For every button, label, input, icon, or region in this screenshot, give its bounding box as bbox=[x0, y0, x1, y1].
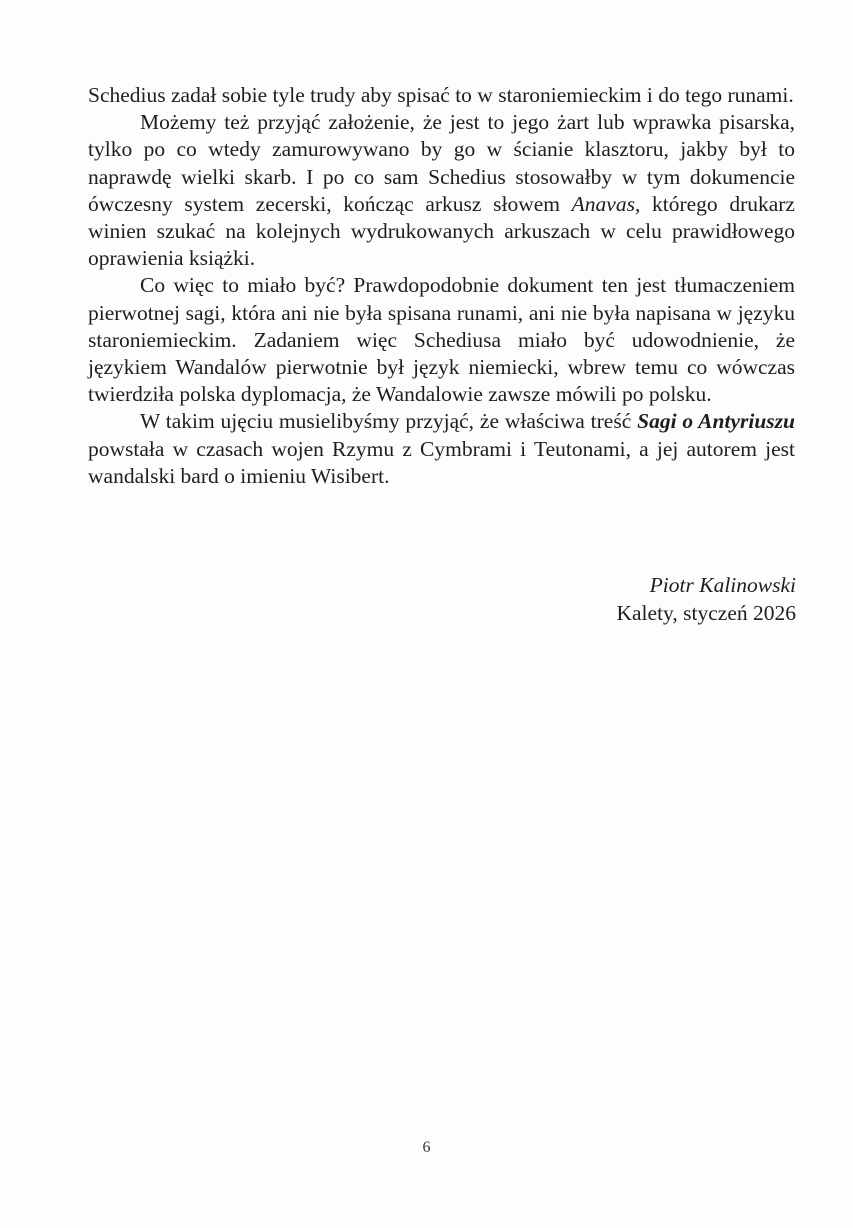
signature-place-date: Kalety, styczeń 2026 bbox=[616, 601, 796, 625]
paragraph-4-start: W takim ujęciu musielibyśmy przyjąć, że właściwa treść bbox=[140, 409, 638, 434]
paragraph-2 bbox=[88, 109, 795, 272]
paragraph-2-start: Możemy też przyjąć założenie, że jest to jego żart lub wprawka pisarska, tylko po co wtedy zamurowywano by go w ścianie klasztoru, jakby był to naprawdę wielki skarb. I po co sam Schedius stosowałby w tym dokumencie ówczesny system zecerski, kończąc arkusz słowem bbox=[88, 110, 795, 216]
paragraph-3: Co więc to miało być? Prawdopodobnie dokument ten jest tłumaczeniem pierwotnej sagi, która ani nie była spisana runami, ani nie była napisana w języku staroniemieckim. Zadaniem więc Schediusa miało być udowodnienie, że językiem Wandalów pierwotnie był język niemiecki, wbrew temu co wówczas twierdziła polska dyplomacja, że Wandalowie zawsze mówili po polsku. bbox=[88, 273, 795, 407]
page-number: 6 bbox=[422, 1139, 431, 1156]
paragraph-2-italic-word: Anavas bbox=[571, 191, 635, 216]
paragraph-2-end: , którego drukarz winien szukać na kolejnych wydrukowanych arkuszach w celu prawidłowego oprawienia książki. bbox=[88, 191, 795, 271]
body-text bbox=[88, 82, 795, 490]
signature-block bbox=[616, 571, 796, 627]
paragraph-4 bbox=[88, 408, 795, 490]
paragraph-4-title: Sagi o Antyriuszu bbox=[637, 409, 795, 434]
signature-author: Piotr Kalinowski bbox=[649, 573, 796, 597]
paragraph-4-end: powstała w czasach wojen Rzymu z Cymbrami i Teutonami, a jej autorem jest wandalski bard o imieniu Wisibert. bbox=[88, 436, 795, 488]
paragraph-1: Schedius zadał sobie tyle trudy aby spisać to w staroniemieckim i do tego runami. bbox=[88, 83, 794, 107]
